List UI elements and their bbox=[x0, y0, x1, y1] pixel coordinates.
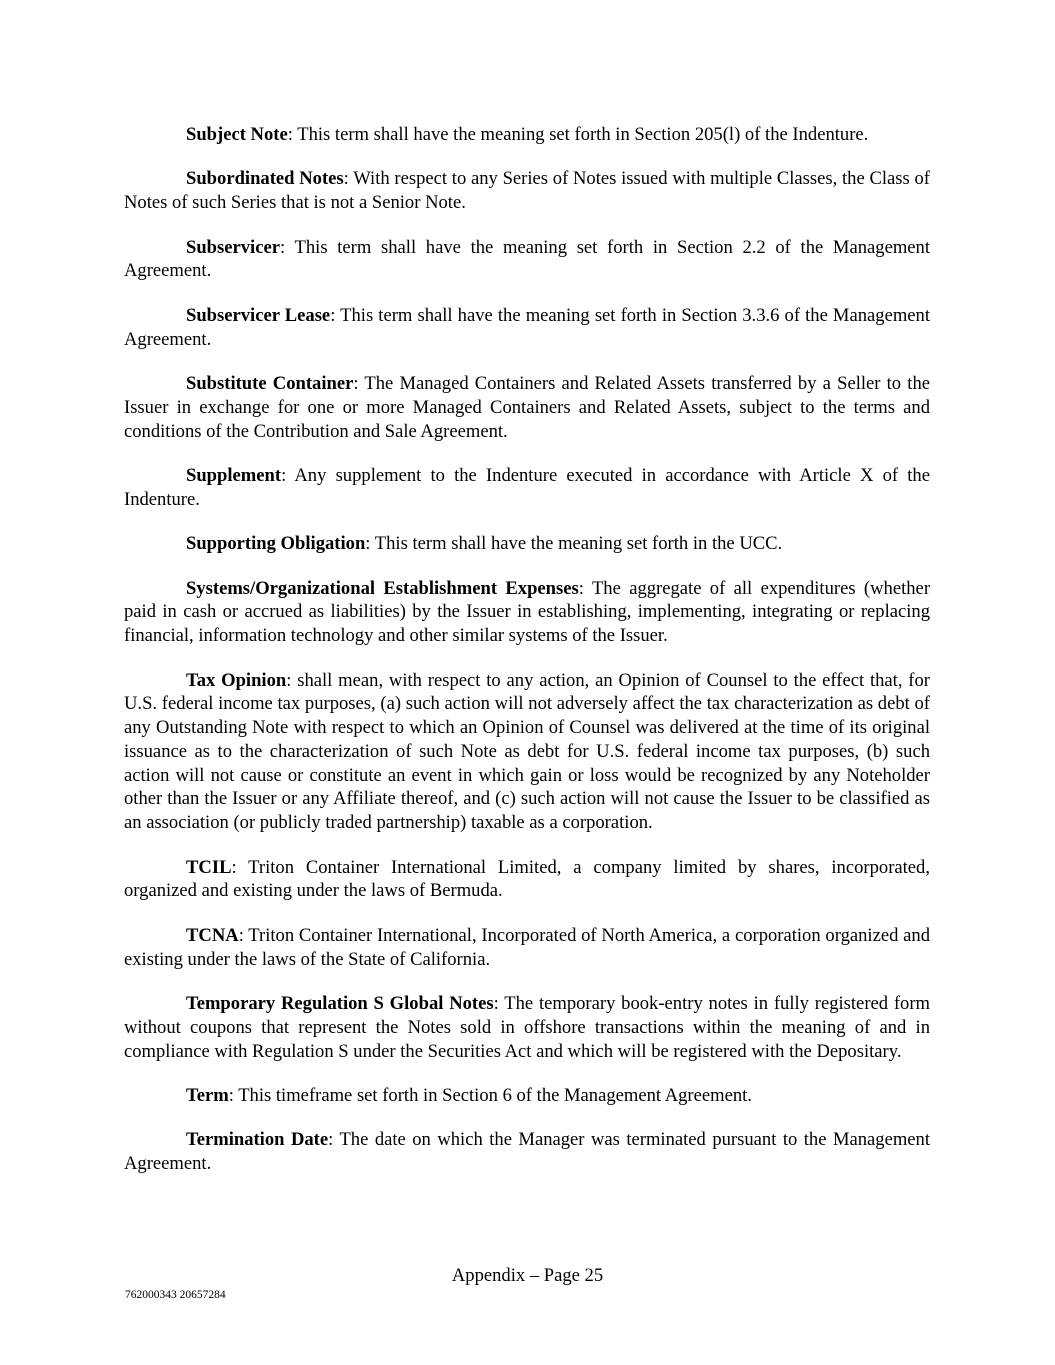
definition-temporary-regulation-s-global-notes bbox=[124, 992, 930, 1063]
definitions-list bbox=[124, 123, 930, 1197]
definition-text: This term shall have the meaning set forth in Section 205(l) of the Indenture. bbox=[297, 124, 869, 145]
definition-text: Triton Container International, Incorporated of North America, a corporation organized and existing under the laws of the State of California. bbox=[124, 924, 930, 970]
definition-text: shall mean, with respect to any action, an Opinion of Counsel to the effect that, for U.S. federal income tax purposes, (a) such action will not adversely affect the tax characterization as debt of any Outstanding Note with respect to which an Opinion of Counsel was delivered at the time of its original issuance as to the characterization of such Note as debt for U.S. federal income tax purposes, (b) such action will not cause or constitute an event in which gain or loss would be recognized by any Noteholder other than the Issuer or any Affiliate thereof, and (c) such action will not cause the Issuer to be classified as an association (or publicly traded partnership) taxable as a corporation. bbox=[124, 669, 930, 834]
definition-supplement bbox=[124, 464, 930, 512]
definition-term: Subordinated Notes bbox=[186, 168, 344, 190]
definition-term: Systems/Organizational Establishment Expenses bbox=[186, 577, 579, 599]
definition-separator: : bbox=[280, 236, 295, 258]
definition-tcna bbox=[124, 924, 930, 972]
definition-text: The aggregate of all expenditures (whether paid in cash or accrued as liabilities) by the Issuer in establishing, implementing, integrating or replacing financial, information technology and other similar systems of the Issuer. bbox=[124, 577, 931, 647]
document-id: 762000343 20657284 bbox=[125, 1289, 226, 1301]
definition-separator: : bbox=[231, 856, 249, 878]
definition-separator: : bbox=[365, 533, 375, 555]
definition-separator: : bbox=[330, 304, 341, 326]
definition-text: The Managed Containers and Related Assets transferred by a Seller to the Issuer in exchange for one or more Managed Containers and Related Assets, subject to the terms and conditions of the Contribution and Sale Agreement. bbox=[124, 372, 930, 442]
definition-supporting-obligation bbox=[124, 532, 930, 556]
definition-tcil bbox=[124, 856, 930, 904]
definition-text: With respect to any Series of Notes issued with multiple Classes, the Class of Notes of such Series that is not a Senior Note. bbox=[124, 168, 930, 214]
definition-separator: : bbox=[578, 577, 592, 599]
definition-term: Tax Opinion bbox=[186, 669, 287, 691]
definition-term: Termination Date bbox=[186, 1129, 329, 1151]
definition-term: TCIL bbox=[186, 856, 232, 878]
definition-substitute-container bbox=[124, 372, 930, 443]
definition-term: TCNA bbox=[186, 924, 239, 946]
definition-text: Any supplement to the Indenture executed in accordance with Article X of the Indenture. bbox=[124, 464, 930, 510]
definition-term: Substitute Container bbox=[186, 372, 354, 394]
definition-term: Subject Note bbox=[186, 124, 288, 145]
definition-separator: : bbox=[343, 168, 354, 190]
definition-separator: : bbox=[286, 669, 298, 691]
definition-term: Supporting Obligation bbox=[186, 533, 366, 555]
definition-subservicer-lease bbox=[124, 304, 930, 352]
page-footer: Appendix – Page 25 bbox=[451, 1265, 604, 1286]
definition-term: Subservicer Lease bbox=[186, 304, 331, 326]
definition-subject-note bbox=[124, 123, 930, 147]
definition-separator: : bbox=[493, 993, 505, 1015]
definition-text: This term shall have the meaning set forth in the UCC. bbox=[374, 533, 783, 555]
definition-separator: : bbox=[238, 924, 249, 946]
definition-subservicer bbox=[124, 236, 930, 284]
definition-separator: : bbox=[353, 372, 365, 394]
definition-separator: : bbox=[328, 1129, 340, 1151]
definition-text: The temporary book-entry notes in fully registered form without coupons that represent the Notes sold in offshore transactions within the meaning of and in compliance with Regulation S under the Securities Act and which will be registered with the Depositary. bbox=[124, 993, 930, 1062]
definition-separator: : bbox=[287, 124, 298, 145]
definition-systems-organizational-establishment-expenses bbox=[124, 577, 930, 648]
definition-separator: : bbox=[281, 464, 295, 486]
definition-term: Term bbox=[186, 1085, 229, 1107]
definition-text: This term shall have the meaning set forth in Section 2.2 of the Management Agreement. bbox=[124, 236, 930, 282]
definition-term: Subservicer bbox=[186, 236, 280, 258]
definition-text: Triton Container International Limited, a company limited by shares, incorporated, organized and existing under the laws of Bermuda. bbox=[124, 856, 931, 902]
definition-subordinated-notes bbox=[124, 167, 930, 215]
definition-text: This term shall have the meaning set forth in Section 3.3.6 of the Management Agreement. bbox=[124, 304, 930, 350]
definition-separator: : bbox=[228, 1085, 239, 1107]
definition-term: Temporary Regulation S Global Notes bbox=[186, 993, 494, 1015]
definition-text: The date on which the Manager was terminated pursuant to the Management Agreement. bbox=[124, 1129, 931, 1175]
definition-term-entry bbox=[124, 1084, 930, 1108]
definition-text: This timeframe set forth in Section 6 of the Management Agreement. bbox=[238, 1085, 752, 1107]
definition-tax-opinion bbox=[124, 669, 930, 836]
definition-term: Supplement bbox=[186, 464, 282, 486]
definition-termination-date bbox=[124, 1128, 930, 1176]
